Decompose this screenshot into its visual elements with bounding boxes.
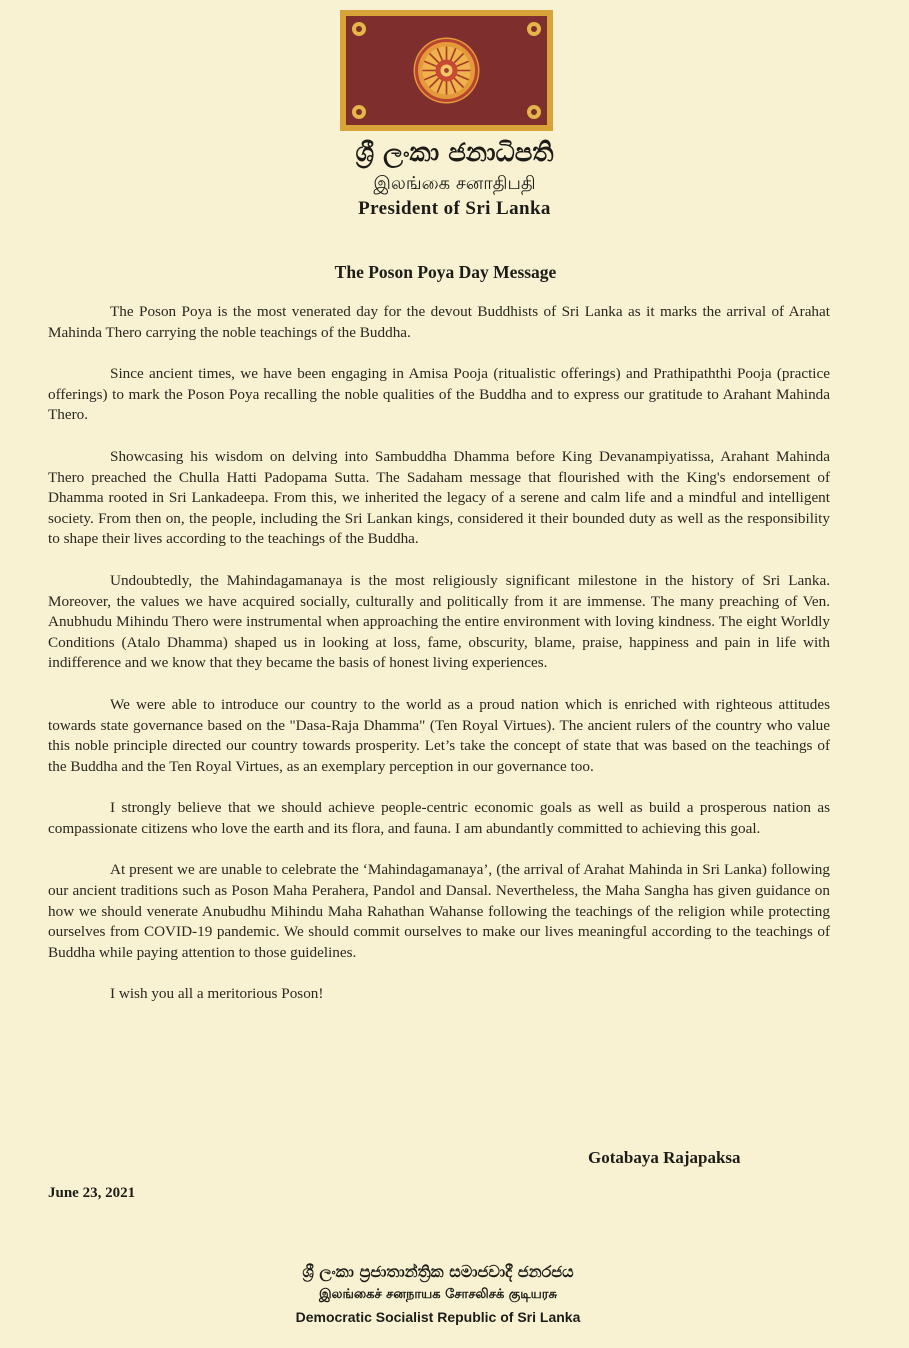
footer-tamil: இலங்கைச் சனநாயக சோசலிசக் குடியரசு: [319, 1287, 557, 1302]
message-title: The Poson Poya Day Message: [334, 262, 557, 282]
signatory-name: Gotabaya Rajapaksa: [588, 1148, 741, 1167]
paragraph: Since ancient times, we have been engaging in Amisa Pooja (ritualistic offerings) and Prathipaththi Pooja (practice offerings) to mark the Poson Poya recalling the noble qualities of the Buddha and to express our gratitude to Arahant Mahinda Thero.: [48, 365, 830, 424]
header-sinhala: ශ්‍රී ලංකා ජනාධිපති: [355, 138, 554, 168]
footer-sinhala: ශ්‍රී ලංකා ප්‍රජාතාන්ත්‍රික සමාජවාදී ජනරජය: [302, 1262, 574, 1281]
paragraph: I strongly believe that we should achieve people-centric economic goals as well as build a prosperous nation as compassionate citizens who love the earth and its flora, and fauna. I am abundantly committed to achieving this goal.: [48, 799, 830, 837]
paragraph: The Poson Poya is the most venerated day for the devout Buddhists of Sri Lanka as it marks the arrival of Arahat Mahinda Thero carrying the noble teachings of the Buddha.: [48, 303, 830, 341]
footer-english: Democratic Socialist Republic of Sri Lanka: [295, 1309, 581, 1325]
closing-line: I wish you all a meritorious Poson!: [110, 985, 324, 1003]
header-tamil: இலங்கை சனாதிபதி: [373, 173, 536, 194]
paragraph: Showcasing his wisdom on delving into Sambuddha Dhamma before King Devanampiyatissa, Arahant Mahinda Thero preached the Chulla Hatti Padopama Sutta. The Sadaham message that flourished with the King's endorsement of Dhamma rooted in Sri Lankadeepa. From this, we inherited the legacy of a serene and calm life and a mindful and intelligent society. From then on, the people, including the Sri Lankan kings, considered it their bounded duty as well as the responsibility to shape their lives according to the teachings of the Buddha.: [48, 447, 830, 548]
paragraph: Undoubtedly, the Mahindagamanaya is the most religiously significant milestone in the history of Sri Lanka. Moreover, the values we have acquired socially, culturally and politically from it are immense. The many preaching of Ven. Anubhudu Mihindu Thero were instrumental when approaching the entire environment with loving kindness. The eight Worldly Conditions (Atalo Dhamma) shaped us in looking at loss, fame, obscurity, blame, praise, happiness and pain in life with indifference and we know that they became the basis of honest living experiences.: [48, 571, 830, 672]
presidential-flag-dharmachakra-icon: [340, 10, 553, 131]
paragraph: We were able to introduce our country to the world as a proud nation which is enriched with righteous attitudes towards state governance based on the "Dasa-Raja Dhamma" (Ten Royal Virtues). The ancient rulers of the country who value this noble principle directed our country towards prosperity. Let’s take the concept of state that was based on the teachings of the Buddha and the Ten Royal Virtues, as an exemplary perception in our governance too.: [48, 695, 830, 775]
paragraph: At present we are unable to celebrate the ‘Mahindagamanaya’, (the arrival of Arahat Mahinda in Sri Lanka) following our ancient traditions such as Poson Maha Perahera, Pandol and Dansal. Nevertheless, the Maha Sangha has given guidance on how we should venerate Anubudhu Mihindu Maha Rahathan Wahanse following the teachings of the religion while protecting ourselves from COVID-19 pandemic. We should commit ourselves to make our lives meaningful according to the teachings of Buddha while paying attention to those guidelines.: [48, 861, 830, 961]
header-english: President of Sri Lanka: [358, 198, 551, 219]
message-date: June 23, 2021: [48, 1185, 136, 1201]
message-body: [48, 302, 830, 1026]
